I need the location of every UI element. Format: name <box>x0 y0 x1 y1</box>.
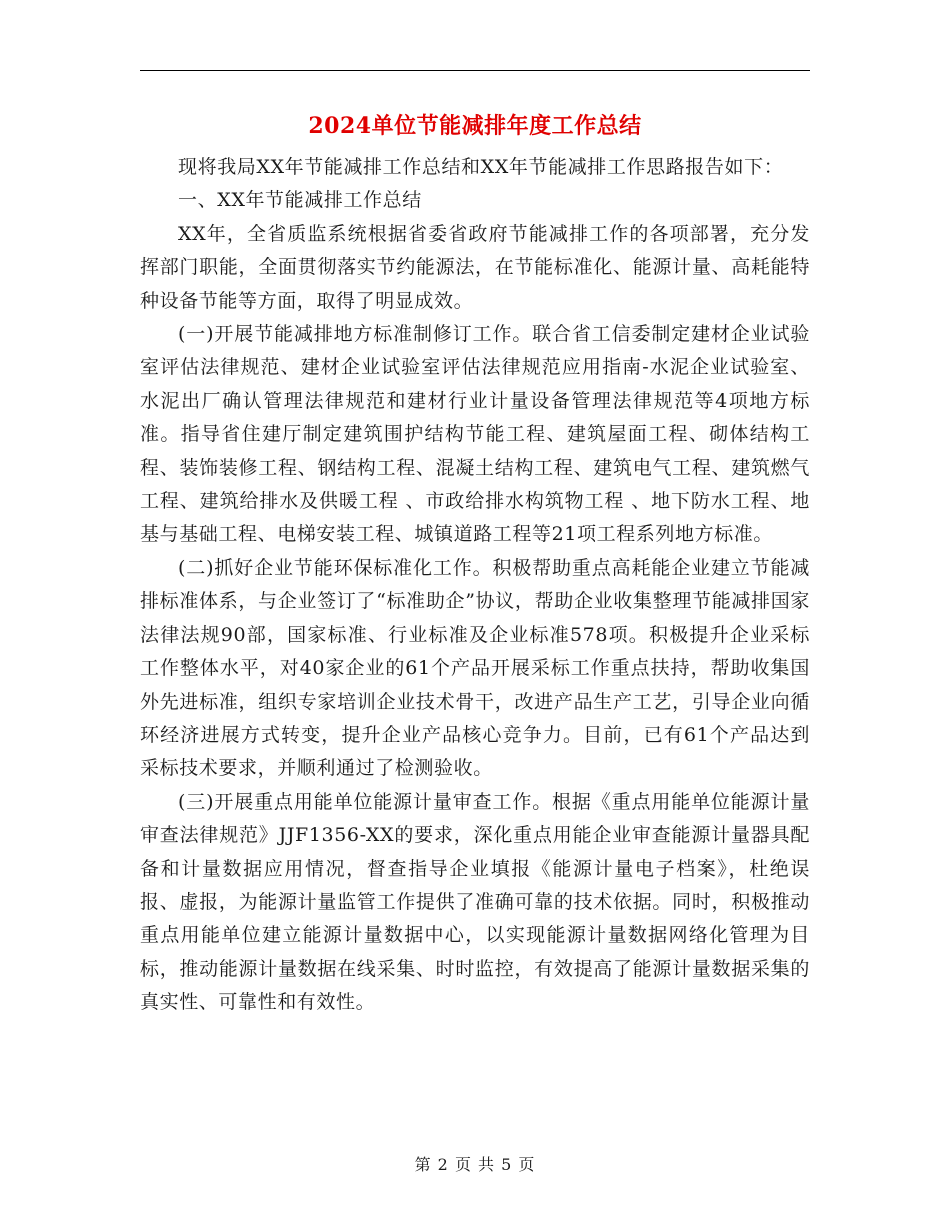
intro-paragraph: 现将我局XX年节能减排工作总结和XX年节能减排工作思路报告如下： <box>178 156 784 178</box>
document-title: 2024单位节能减排年度工作总结 <box>308 113 642 139</box>
item-1-paragraph: (一)开展节能减排地方标准制修订工作。联合省工信委制定建材企业试验室评估法律规范、建材企业试验室评估法律规范应用指南-水泥企业试验室、水泥出厂确认管理法律规范和建材行业计量设备管理法律规范等4项地方标准。指导省住建厅制定建筑围护结构节能工程、建筑屋面工程、砌体结构工程、装饰装修工程、钢结构工程、混凝土结构工程、建筑电气工程、建筑燃气工程、建筑给排水及供暖工程 、市政给排水构筑物工程 、地下防水工程、地基与基础工程、电梯安装工程、城镇道路工程等21项工程系列地方标准。 <box>140 323 810 546</box>
document-body <box>140 151 810 1020</box>
summary-paragraph: XX年，全省质监系统根据省委省政府节能减排工作的各项部署，充分发挥部门职能，全面贯彻落实节约能源法，在节能标准化、能源计量、高耗能特种设备节能等方面，取得了明显成效。 <box>140 222 810 312</box>
section-heading: 一、XX年节能减排工作总结 <box>178 189 422 212</box>
item-2-paragraph: (二)抓好企业节能环保标准化工作。积极帮助重点高耗能企业建立节能减排标准体系，与企业签订了“标准助企”协议，帮助企业收集整理节能减排国家法律法规90部，国家标准、行业标准及企业标准578项。积极提升企业采标工作整体水平，对40家企业的61个产品开展采标工作重点扶持，帮助收集国外先进标准，组织专家培训企业技术骨干，改进产品生产工艺，引导企业向循环经济进展方式转变，提升企业产品核心竞争力。目前，已有61个产品达到采标技术要求，并顺利通过了检测验收。 <box>140 556 810 780</box>
item-3-paragraph: (三)开展重点用能单位能源计量审查工作。根据《重点用能单位能源计量审查法律规范》JJF1356-XX的要求，深化重点用能企业审查能源计量器具配备和计量数据应用情况，督查指导企业填报《能源计量电子档案》，杜绝误报、虚报，为能源计量监管工作提供了准确可靠的技术依据。同时，积极推动重点用能单位建立能源计量数据中心，以实现能源计量数据网络化管理为目标，推动能源计量数据在线采集、时时监控，有效提高了能源计量数据采集的真实性、可靠性和有效性。 <box>140 790 810 1014</box>
header-rule <box>140 70 810 71</box>
page-number: 第 2 页 共 5 页 <box>414 1155 536 1174</box>
